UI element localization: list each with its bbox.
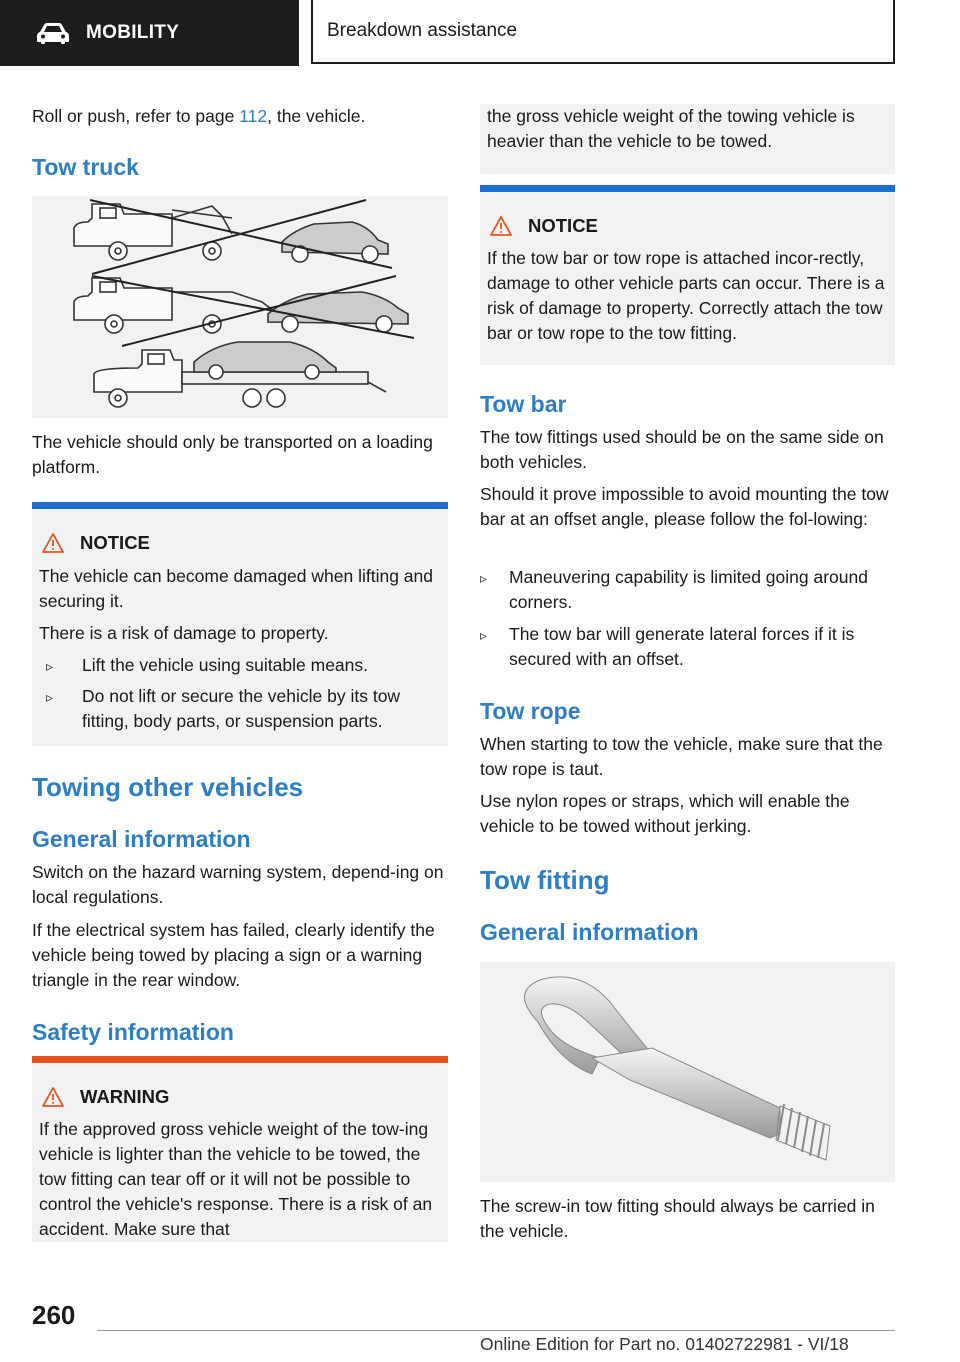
warning-text: If the approved gross vehicle weight of the tow-ing vehicle is lighter than the vehicle to be towed, the tow fitting can tear off or it will not be possible to control the vehicle's response. There is a risk of an accident. Make sure that: [39, 1119, 433, 1239]
bullet-triangle-icon: ▹: [480, 627, 488, 643]
warning-triangle-icon: [42, 1087, 64, 1107]
warning-box: [32, 1056, 448, 1242]
intro-paragraph: Roll or push, refer to page 112, the vehicle.: [32, 106, 366, 126]
safety-heading: Safety information: [32, 1019, 234, 1045]
notice-box: NOTICE The vehicle can become damaged when lifting and securing it. There is a risk of damage to property. ▹ Lift the vehicle using suitable means. ▹ Do not lift or secure the vehicle by its tow fitting, body parts, or suspension parts.: [32, 502, 448, 746]
warning-header: [42, 1086, 169, 1108]
bullet-triangle-icon: ▹: [46, 658, 54, 674]
notice-text: If the tow bar or tow rope is attached incor-rectly, damage to other vehicle parts can occur. There is a risk of damage to property. Correctly attach the tow bar or tow rope to the tow fitting.: [487, 248, 885, 343]
tow-fitting-illustration: [480, 962, 895, 1182]
tow-bar-paragraph: Should it prove impossible to avoid mounting the tow bar at an offset angle, please follow the fol-lowing:: [480, 484, 889, 529]
edition-text: Online Edition for Part no. 01402722981 - VI/18: [480, 1334, 849, 1354]
notice-bar: [32, 502, 448, 509]
general-info-heading: General information: [32, 826, 251, 852]
tow-fitting-heading: Tow fitting: [480, 865, 610, 895]
notice-bar: [480, 185, 895, 192]
tow-rope-heading: Tow rope: [480, 698, 581, 724]
towing-heading: Towing other vehicles: [32, 772, 304, 802]
notice-text: There is a risk of damage to property.: [39, 623, 329, 643]
general-paragraph: If the electrical system has failed, clearly identify the vehicle being towed by placing a sign or a warning triangle in the rear window.: [32, 920, 435, 990]
car-icon: [36, 22, 70, 44]
tow-rope-paragraph: Use nylon ropes or straps, which will enable the vehicle to be towed without jerking.: [480, 791, 850, 836]
warning-triangle-icon: [42, 533, 64, 553]
tow-fitting-caption: The screw-in tow fitting should always be carried in the vehicle.: [480, 1196, 875, 1241]
tow-eye-drawing: [480, 962, 895, 1182]
page-number: 260: [32, 1300, 76, 1330]
tow-truck-illustration: [32, 196, 448, 418]
bullet-triangle-icon: ▹: [46, 689, 54, 705]
warning-label: WARNING: [80, 1086, 170, 1107]
section-tab: [0, 0, 299, 66]
chapter-header: [311, 0, 895, 64]
notice-header: [42, 532, 150, 554]
tow-bar-heading: Tow bar: [480, 391, 567, 417]
tow-truck-heading: Tow truck: [32, 154, 139, 180]
notice-header: [490, 215, 598, 237]
tow-truck-caption: The vehicle should only be transported on a loading platform.: [32, 432, 433, 477]
warning-continuation-text: the gross vehicle weight of the towing vehicle is heavier than the vehicle to be towed.: [487, 106, 855, 151]
page-link[interactable]: 112: [239, 106, 268, 126]
footer-divider: [97, 1330, 895, 1331]
general-paragraph: Switch on the hazard warning system, depend-ing on local regulations.: [32, 862, 444, 907]
warning-bar: [32, 1056, 448, 1063]
warning-continuation-box: [480, 104, 895, 174]
bullet-triangle-icon: ▹: [480, 570, 488, 586]
notice-label: NOTICE: [528, 215, 598, 236]
section-title: MOBILITY: [86, 22, 180, 43]
notice-label: NOTICE: [80, 532, 150, 553]
notice-box: [480, 185, 895, 365]
tow-bar-paragraph: The tow fittings used should be on the same side on both vehicles.: [480, 427, 884, 472]
tow-truck-drawing: [32, 196, 448, 418]
tow-rope-paragraph: When starting to tow the vehicle, make sure that the tow rope is taut.: [480, 734, 883, 779]
tow-fitting-general-heading: General information: [480, 919, 699, 945]
warning-triangle-icon: [490, 216, 512, 236]
chapter-title: Breakdown assistance: [327, 20, 518, 41]
notice-text: The vehicle can become damaged when lifting and securing it.: [39, 566, 433, 611]
